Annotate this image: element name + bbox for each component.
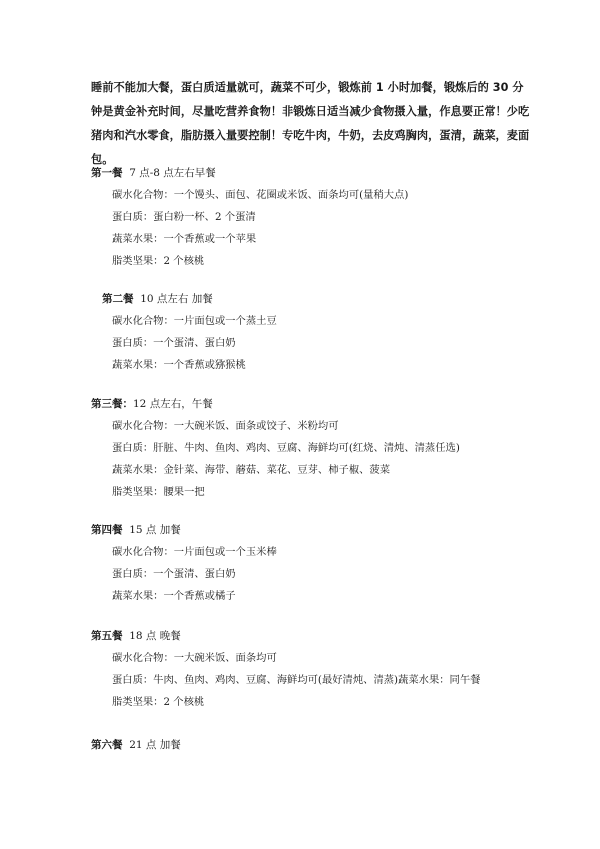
meal-label: 第四餐 bbox=[91, 524, 123, 536]
meal-item: 脂类坚果：2 个核桃 bbox=[112, 696, 205, 708]
meal-time: 15 点 加餐 bbox=[129, 524, 181, 536]
meal-time: 10 点左右 加餐 bbox=[140, 293, 213, 305]
meal-item: 碳水化合物：一个馒头、面包、花圈或米饭、面条均可(量稍大点) bbox=[112, 189, 409, 201]
meal-heading bbox=[91, 628, 181, 644]
meal-item: 蛋白质：一个蛋清、蛋白奶 bbox=[112, 337, 236, 349]
meal-label: 第二餐 bbox=[102, 293, 134, 305]
meal-item: 蔬菜水果：金针菜、海带、蘑菇、菜花、豆芽、柿子椒、菠菜 bbox=[112, 464, 391, 476]
meal-time: 7 点-8 点左右早餐 bbox=[129, 167, 216, 179]
meal-item: 脂类坚果：腰果一把 bbox=[112, 486, 205, 498]
meal-label: 第六餐 bbox=[91, 739, 123, 751]
meal-label: 第五餐 bbox=[91, 630, 123, 642]
meal-item: 脂类坚果：2 个核桃 bbox=[112, 255, 205, 267]
meal-item: 蛋白质：牛肉、鱼肉、鸡肉、豆腐、海鲜均可(最好清炖、清蒸)蔬菜水果：同午餐 bbox=[112, 674, 481, 686]
intro-paragraph: 睡前不能加大餐，蛋白质适量就可，蔬菜不可少，锻炼前 1 小时加餐，锻炼后的 30 分钟是黄金补充时间，尽量吃营养食物！非锻炼日适当减少食物摄入量，作息要正常！少吃猪肉和汽水零食，脂肪摄入量要控制！专吃牛肉，牛奶，去皮鸡胸肉，蛋清，蔬菜，麦面包。 bbox=[91, 81, 530, 166]
meal-time: 21 点 加餐 bbox=[129, 739, 181, 751]
meal-heading bbox=[91, 737, 181, 753]
meal-time: 12 点左右，午餐 bbox=[133, 398, 213, 410]
meal-heading bbox=[91, 396, 213, 412]
meal-item: 碳水化合物：一片面包或一个玉米棒 bbox=[112, 546, 277, 558]
meal-item: 碳水化合物：一大碗米饭、面条或饺子、米粉均可 bbox=[112, 420, 339, 432]
meal-item: 碳水化合物：一片面包或一个蒸土豆 bbox=[112, 315, 277, 327]
meal-item: 蔬菜水果：一个香蕉或橘子 bbox=[112, 590, 236, 602]
meal-item: 蛋白质：肝脏、牛肉、鱼肉、鸡肉、豆腐、海鲜均可(红烧、清炖、清蒸任选) bbox=[112, 442, 460, 454]
meal-label: 第一餐 bbox=[91, 167, 123, 179]
meal-item: 蔬菜水果：一个香蕉或一个苹果 bbox=[112, 233, 257, 245]
meal-time: 18 点 晚餐 bbox=[129, 630, 181, 642]
meal-heading bbox=[91, 522, 181, 538]
meal-item: 蔬菜水果：一个香蕉或猕猴桃 bbox=[112, 359, 246, 371]
meal-label: 第三餐： bbox=[91, 398, 133, 410]
meal-heading bbox=[102, 291, 213, 307]
meal-item: 蛋白质：一个蛋清、蛋白奶 bbox=[112, 568, 236, 580]
meal-item: 蛋白质：蛋白粉一杯、2 个蛋清 bbox=[112, 211, 256, 223]
meal-heading bbox=[91, 165, 216, 181]
meal-item: 碳水化合物：一大碗米饭、面条均可 bbox=[112, 652, 277, 664]
